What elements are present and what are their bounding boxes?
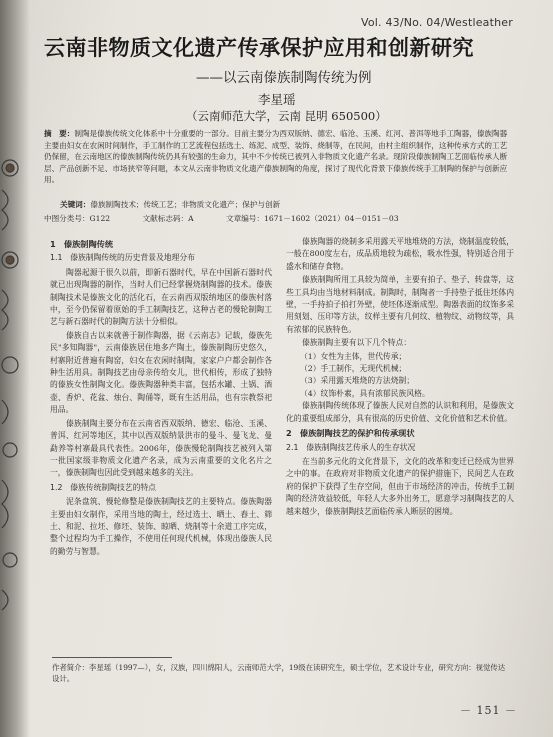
page-number: － 151 － xyxy=(460,704,517,717)
body-paragraph: 陶器起源于很久以前，即新石器时代，早在中国新石器时代就已出现陶器的制作，当时人们已经掌握烧制陶器的技术。傣族制陶技术是傣族文化的活化石，在云南西双版纳地区的傣族村落中，至今仍保留着原始的手工制陶技艺，这种古老的慢轮制陶工艺与新石器时代的制陶方法十分相似。 xyxy=(50,267,272,327)
decorative-border-ornament xyxy=(0,150,26,620)
list-item: （4）纹饰朴素，具有浓郁民族风格。 xyxy=(300,388,430,398)
keywords-text: 傣族制陶技术；传统工艺；非物质文化遗产；保护与创新 xyxy=(90,200,281,209)
body-paragraph: 傣族制陶主要分布在云南省西双版纳、德宏、临沧、玉溪、普洱、红河等地区，其中以西双版纳景洪市的曼斗、曼飞龙、曼勐养等村寨最具代表性。2006年，傣族慢轮制陶技艺被列入第一批国家级非物质文化遗产名录，成为云南重要的文化名片之一，傣族制陶也因此受到越来越多的关注。 xyxy=(50,418,272,478)
section-heading: 2 傣族制陶技艺的保护和传承现状 xyxy=(286,428,415,439)
body-paragraph: 傣族自古以来就善于制作陶器，据《云南志》记载，傣族先民"多知陶器"，云南傣族居住地多产陶土，傣族制陶历史悠久，村寨附近普遍有陶窑，妇女在农闲时制陶，家家户户都会制作各种生活用具。制陶技艺由母亲传给女儿，世代相传，形成了独特的傣族女性制陶文化。傣族陶器种类丰富，包括水罐、土锅、酒壶、香炉、花盆、烛台、陶俑等，既有生活用品，也有宗教祭祀用品。 xyxy=(50,330,272,415)
document-code: 文献标志码：A xyxy=(142,214,194,223)
section-heading: 1 傣族制陶传统 xyxy=(50,239,114,249)
footnote-divider xyxy=(52,657,172,658)
journal-volume-header: Vol. 43/No. 04/Westleather xyxy=(361,16,513,29)
body-paragraph: 泥条盘筑、慢轮修整是傣族制陶技艺的主要特点。傣族陶器主要由妇女制作，采用当地的陶土，经过选土、晒土、舂土、筛土、和泥、拉坯、修坯、装饰、晾晒、烧制等十余道工序完成，整个过程均为手工操作，不使用任何现代机械，体现出傣族人民的勤劳与智慧。 xyxy=(50,497,272,556)
keywords-label: 关键词： xyxy=(60,200,91,209)
article-title: 云南非物质文化遗产传承保护应用和创新研究 xyxy=(44,36,474,60)
clc-number: 中图分类号：G122 xyxy=(44,214,111,223)
list-item: （2）手工制作，无现代机械； xyxy=(300,364,407,374)
abstract-text: 制陶是傣族传统文化体系中十分重要的一部分。目前主要分为西双版纳、德宏、临沧、玉溪、红河、普洱等地手工陶器，傣族陶器主要由妇女在农闲时间制作，手工制作的工艺流程包括选土、练泥、成型、装饰、烧制等，在民间，由村主组织制作，这种传承方式的工艺仍保留，在云南地区的傣族制陶传统仍具有较强的生命力，其中不少传统已被列入非物质文化遗产名录。现阶段傣族制陶工艺面临传承人断层、产品创新不足、市场狭窄等问题，本文从云南非物质文化遗产傣族制陶的角度，探讨了现代化背景下傣族传统手工制陶的保护与创新应用。 xyxy=(44,129,508,185)
keywords xyxy=(60,199,510,210)
article-subtitle: ——以云南傣族制陶传统为例 xyxy=(196,70,372,86)
article-number: 文章编号：1671－1602（2021）04－0151－03 xyxy=(226,214,399,223)
author-affiliation: （云南师范大学，云南 昆明 650500） xyxy=(186,109,387,123)
right-text-column xyxy=(286,236,514,519)
body-paragraph: 傣族制陶所用工具较为简单，主要有拍子、垫子、转盘等，这些工具均由当地材料制成。制陶时，制陶者一手持垫子抵住坯体内壁，一手持拍子拍打外壁，使坯体逐渐成型。陶器表面的纹饰多采用刻划、压印等方法，纹样主要有几何纹、植物纹、动物纹等，具有浓郁的民族特色。 xyxy=(286,275,514,334)
author-name: 李星瑶 xyxy=(258,92,296,107)
subsection-heading: 1.2 傣族传统制陶技艺的特点 xyxy=(50,482,156,492)
abstract xyxy=(44,128,510,186)
subsection-heading: 2.1 傣族制陶技艺传承人的生存状况 xyxy=(286,442,416,452)
abstract-label: 摘 要： xyxy=(44,129,75,138)
body-paragraph: 傣族制陶传统体现了傣族人民对自然的认识和利用，是傣族文化的重要组成部分，具有很高的历史价值、文化价值和艺术价值。 xyxy=(286,401,514,423)
body-paragraph: 傣族陶器的烧制多采用露天平地堆烧的方法，烧制温度较低，一般在800度左右，成品质地较为疏松，吸水性强，特别适合用于盛水和储存食物。 xyxy=(286,237,514,271)
subsection-heading: 1.1 傣族制陶传统的历史背景及地理分布 xyxy=(50,253,195,263)
list-item: （3）采用露天堆烧的方法烧制； xyxy=(300,376,415,386)
article-metadata-row xyxy=(44,213,514,224)
list-item: （1）女性为主体，世代传承； xyxy=(300,351,407,361)
body-paragraph: 在当前多元化的文化背景下，文化的改革和变迁已经成为世界之中的事。在政府对非物质文化遗产的保护措施下，民间艺人在政府的保护下获得了生存空间，但由于市场经济的冲击，传统手工制陶的经济效益较低，年轻人大多外出务工，愿意学习制陶技艺的人越来越少，傣族制陶技艺面临传承人断层的困境。 xyxy=(286,456,514,516)
author-footnote: 作者简介：李星瑶（1997—），女，汉族，四川绵阳人，云南师范大学，19级在读研究生，硕士学位，艺术设计专业，研究方向：视觉传达设计。 xyxy=(52,663,506,683)
left-text-column xyxy=(50,236,272,559)
body-paragraph: 傣族制陶主要有以下几个特点： xyxy=(302,338,412,348)
